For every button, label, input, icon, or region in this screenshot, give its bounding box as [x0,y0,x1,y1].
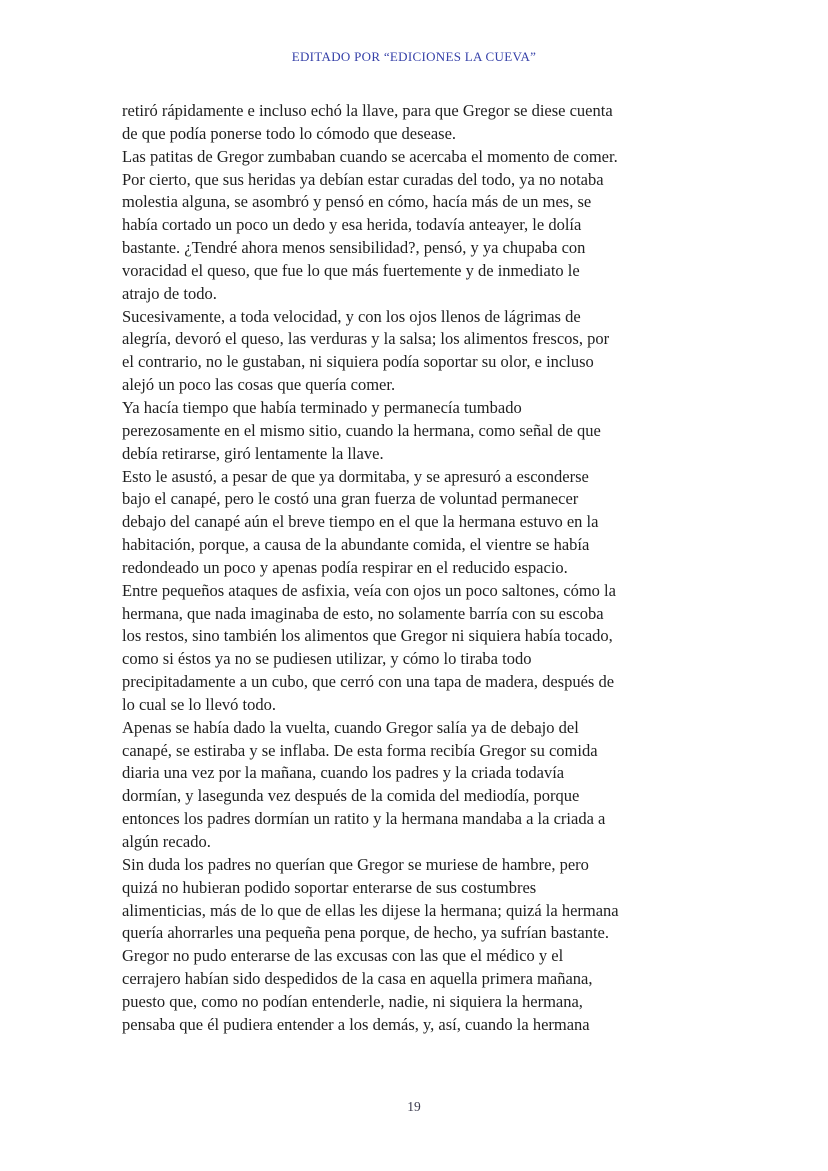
text-line: redondeado un poco y apenas podía respirar en el reducido espacio. [122,557,568,577]
running-header: EDITADO POR “EDICIONES LA CUEVA” [291,49,537,64]
text-line: dormían, y lasegunda vez después de la comida del mediodía, porque [122,786,580,806]
text-line: atrajo de todo. [122,283,217,303]
text-line: debía retirarse, giró lentamente la llave. [122,443,384,463]
text-line: Las patitas de Gregor zumbaban cuando se acercaba el momento de comer. [122,146,618,166]
text-line: diaria una vez por la mañana, cuando los padres y la criada todavía [122,763,565,783]
text-line: canapé, se estiraba y se inflaba. De esta forma recibía Gregor su comida [122,740,598,760]
text-line: puesto que, como no podían entenderle, nadie, ni siquiera la hermana, [122,991,583,1011]
body-text [122,100,718,1037]
text-line: el contrario, no le gustaban, ni siquiera podía soportar su olor, e incluso [122,352,594,372]
text-line: perezosamente en el mismo sitio, cuando la hermana, como señal de que [122,420,601,440]
text-line: hermana, que nada imaginaba de esto, no solamente barría con su escoba [122,603,604,623]
text-line: habitación, porque, a causa de la abundante comida, el vientre se había [122,535,590,555]
text-line: Sin duda los padres no querían que Gregor se muriese de hambre, pero [122,854,589,874]
text-line: Entre pequeños ataques de asfixia, veía con ojos un poco saltones, cómo la [122,580,616,600]
paragraph [122,466,718,580]
text-line: alimenticias, más de lo que de ellas les dijese la hermana; quizá la hermana [122,900,619,920]
text-line: pensaba que él pudiera entender a los demás, y, así, cuando la hermana [122,1014,590,1034]
text-line: quería ahorrarles una pequeña pena porque, de hecho, ya sufrían bastante. [122,923,609,943]
text-line: retiró rápidamente e incluso echó la llave, para que Gregor se diese cuenta [122,101,613,120]
text-line: alejó un poco las cosas que quería comer. [122,375,396,395]
text-line: había cortado un poco un dedo y esa herida, todavía anteayer, le dolía [122,215,582,235]
paragraph [122,854,718,1037]
text-line: Sucesivamente, a toda velocidad, y con los ojos llenos de lágrimas de [122,306,581,326]
text-line: precipitadamente a un cubo, que cerró con una tapa de madera, después de [122,672,615,692]
text-line: de que podía ponerse todo lo cómodo que desease. [122,123,457,143]
text-line: como si éstos ya no se pudiesen utilizar, y cómo lo tiraba todo [122,649,532,669]
text-line: entonces los padres dormían un ratito y la hermana mandaba a la criada a [122,809,606,829]
text-line: debajo del canapé aún el breve tiempo en el que la hermana estuvo en la [122,512,599,532]
text-line: voracidad el queso, que fue lo que más fuertemente y de inmediato le [122,260,580,280]
paragraph [122,146,718,306]
text-line: Esto le asustó, a pesar de que ya dormitaba, y se apresuró a esconderse [122,466,589,486]
text-line: quizá no hubieran podido soportar enterarse de sus costumbres [122,877,537,897]
text-line: bastante. ¿Tendré ahora menos sensibilidad?, pensó, y ya chupaba con [122,238,586,258]
page-number: 19 [407,1099,421,1114]
text-line: cerrajero habían sido despedidos de la casa en aquella primera mañana, [122,969,593,989]
text-line: Ya hacía tiempo que había terminado y permanecía tumbado [122,397,522,417]
text-line: bajo el canapé, pero le costó una gran fuerza de voluntad permanecer [122,489,579,509]
text-line: los restos, sino también los alimentos que Gregor ni siquiera había tocado, [122,626,613,646]
text-line: algún recado. [122,832,211,851]
text-line: molestia alguna, se asombró y pensó en cómo, hacía más de un mes, se [122,192,592,212]
paragraph [122,100,718,146]
text-line: Gregor no pudo enterarse de las excusas con las que el médico y el [122,946,564,966]
paragraph [122,717,718,854]
paragraph [122,580,718,717]
paragraph [122,397,718,466]
text-line: alegría, devoró el queso, las verduras y la salsa; los alimentos frescos, por [122,329,610,349]
paragraph [122,306,718,397]
text-line: Apenas se había dado la vuelta, cuando Gregor salía ya de debajo del [122,717,579,737]
text-line: lo cual se lo llevó todo. [122,694,276,714]
text-line: Por cierto, que sus heridas ya debían estar curadas del todo, ya no notaba [122,169,604,189]
